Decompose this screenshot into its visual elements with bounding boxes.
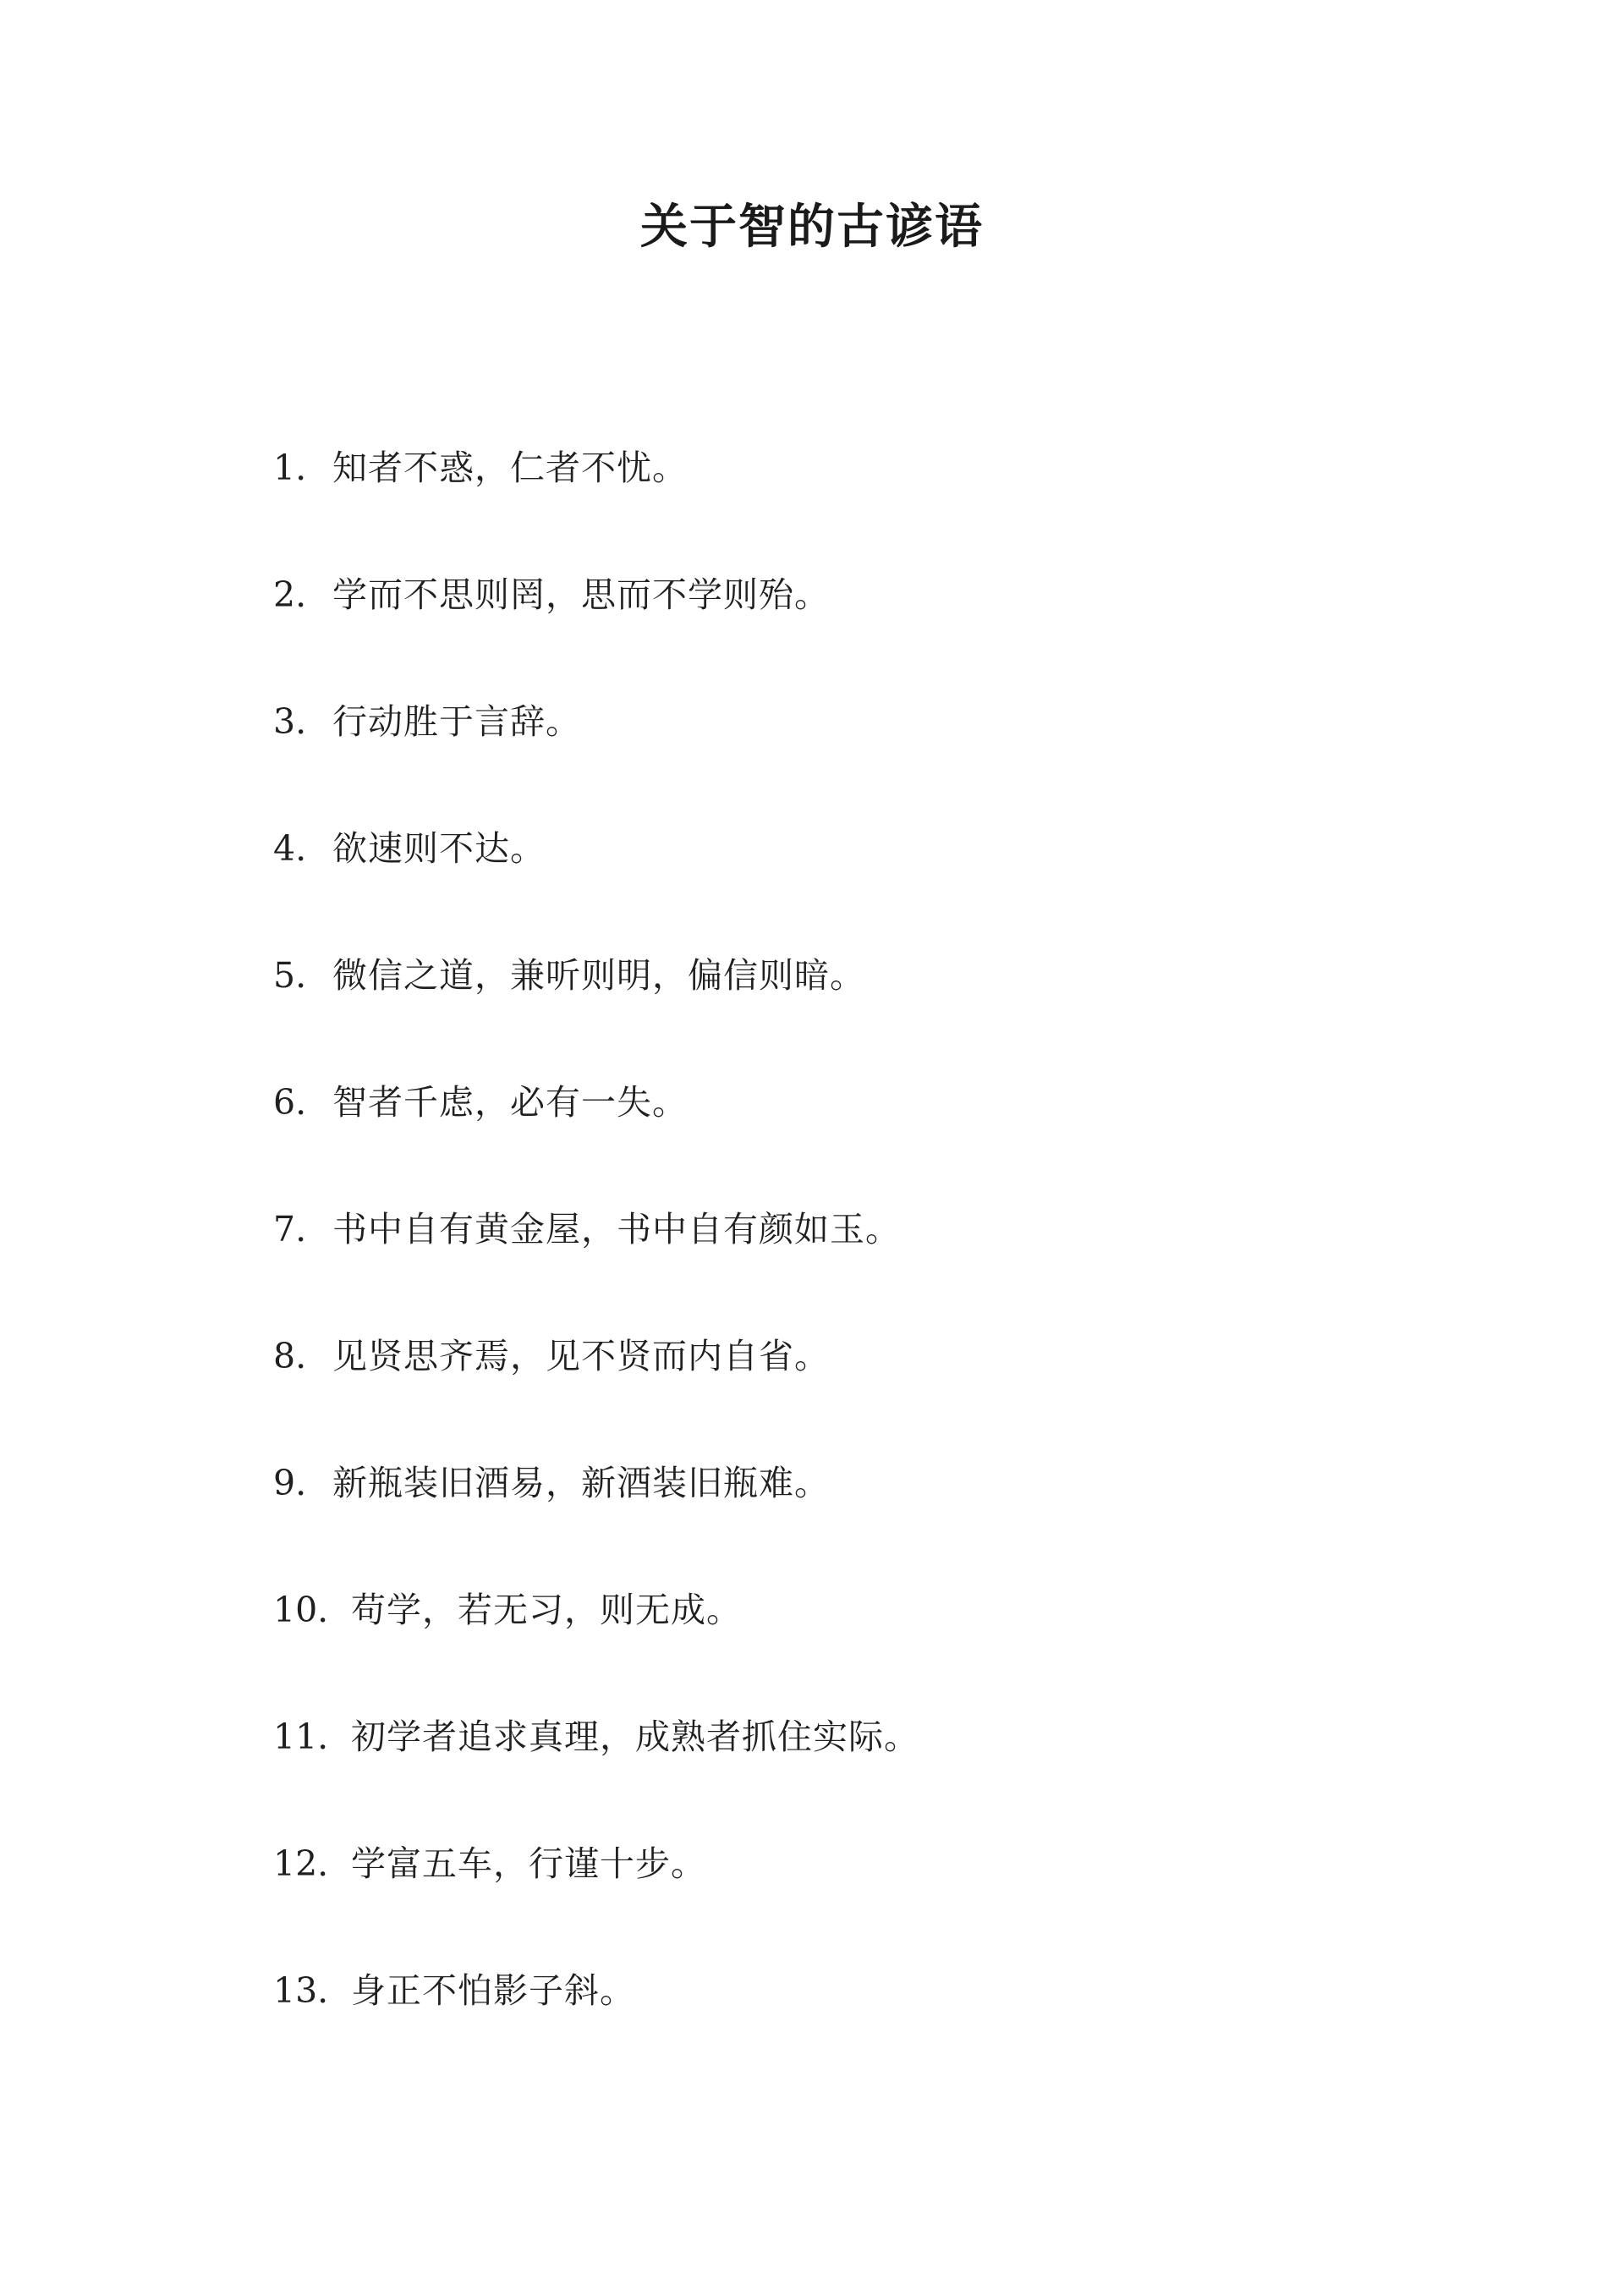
list-item [273, 1707, 1457, 1834]
item-number: 5. [273, 955, 307, 996]
item-number: 6. [273, 1082, 307, 1123]
item-text: 智者千虑，必有一失。 [332, 1082, 688, 1123]
item-text: 学富五车，行谨十步。 [351, 1843, 706, 1884]
item-number: 10. [273, 1590, 329, 1630]
item-number: 2. [273, 574, 307, 615]
item-text: 微信之道，兼听则明，偏信则暗。 [332, 955, 865, 996]
item-number: 7. [273, 1209, 307, 1250]
item-text: 身正不怕影子斜。 [351, 1970, 635, 2011]
item-text: 新瓶装旧酒易，新酒装旧瓶难。 [332, 1463, 830, 1503]
list-item [273, 1453, 1457, 1580]
item-number: 3. [273, 701, 307, 742]
item-text: 初学者追求真理，成熟者抓住实际。 [351, 1717, 919, 1757]
item-text: 书中自有黄金屋，书中自有颜如玉。 [332, 1209, 901, 1250]
item-text: 知者不惑，仁者不忧。 [332, 448, 688, 488]
item-number: 4. [273, 828, 307, 869]
list-item [273, 1200, 1457, 1327]
list-item [273, 565, 1457, 692]
document-title: 关于智的古谚语 [640, 199, 984, 255]
item-text: 苟学，若无习，则无成。 [351, 1590, 742, 1630]
list-item [273, 1327, 1457, 1453]
list-item [273, 946, 1457, 1073]
list-item [273, 438, 1457, 565]
item-number: 11. [273, 1717, 329, 1757]
item-text: 欲速则不达。 [332, 828, 546, 869]
list-item [273, 1580, 1457, 1707]
item-number: 1. [273, 448, 307, 488]
item-number: 13. [273, 1970, 329, 2011]
list-item [273, 819, 1457, 946]
item-text: 见贤思齐焉，见不贤而内自省。 [332, 1336, 830, 1376]
proverb-list [273, 438, 1457, 2088]
list-item [273, 1961, 1457, 2088]
list-item [273, 1073, 1457, 1200]
item-text: 行动胜于言辞。 [332, 701, 581, 742]
list-item [273, 692, 1457, 819]
item-number: 9. [273, 1463, 307, 1503]
list-item [273, 1834, 1457, 1961]
item-number: 12. [273, 1843, 329, 1884]
item-number: 8. [273, 1336, 307, 1376]
item-text: 学而不思则罔，思而不学则殆。 [332, 574, 830, 615]
